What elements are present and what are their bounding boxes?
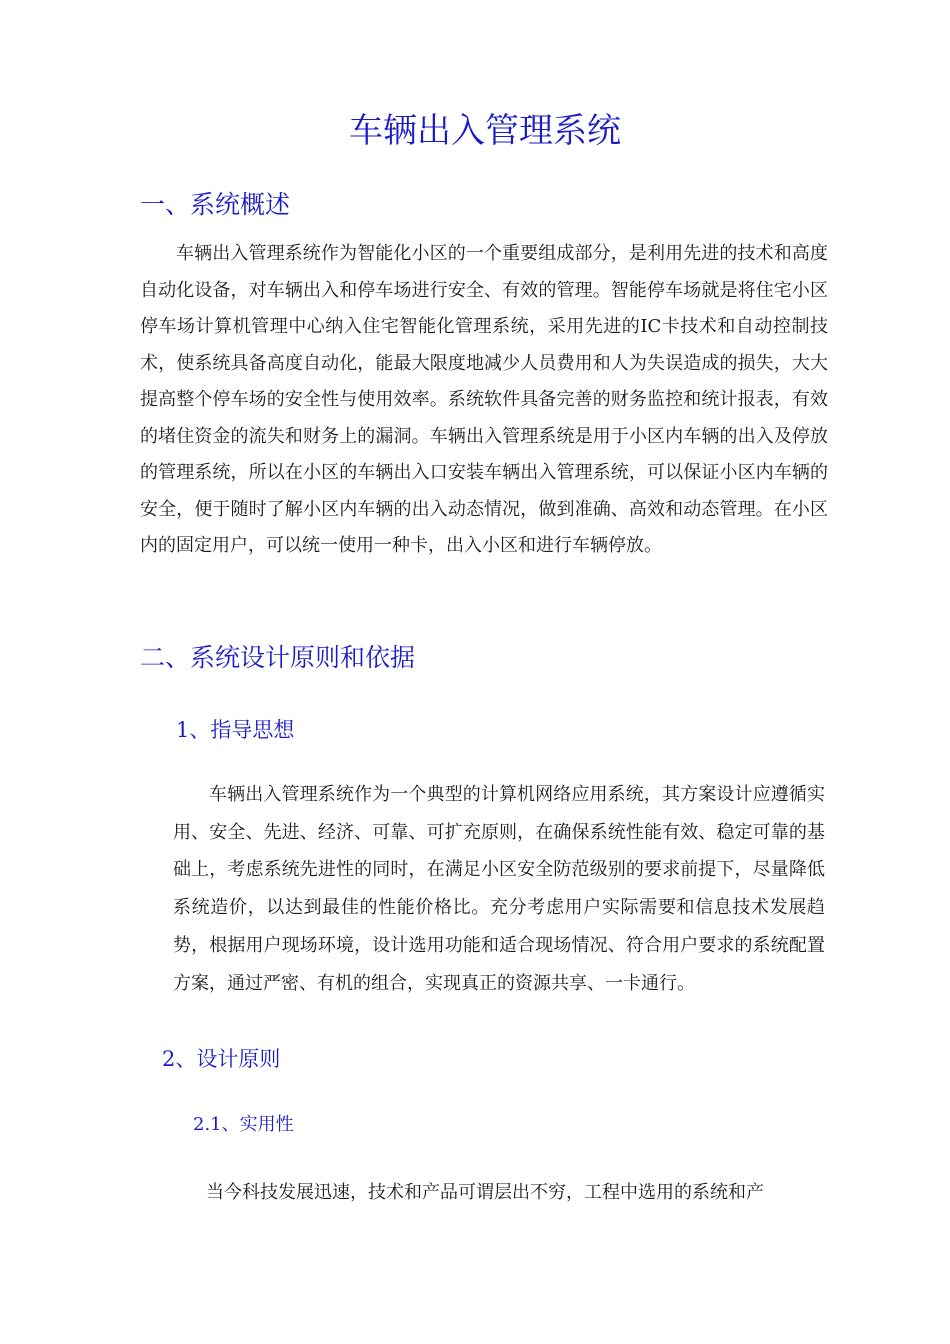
subsection-heading-design-principles: 2、设计原则 <box>162 1047 281 1071</box>
section-heading-design-principles: 二、系统设计原则和依据 <box>140 643 416 672</box>
subsection-heading-guiding-idea: 1、指导思想 <box>176 718 295 742</box>
paragraph-practicality: 当今科技发展迅速，技术和产品可谓层出不穷，工程中选用的系统和产 <box>206 1182 764 1203</box>
paragraph-guiding-idea: 车辆出入管理系统作为一个典型的计算机网络应用系统，其方案设计应遵循实用、安全、先进、经济、可靠、可扩充原则，在确保系统性能有效、稳定可靠的基础上，考虑系统先进性的同时，在满足小区安全防范级别的要求前提下，尽量降低系统造价，以达到最佳的性能价格比。充分考虑用户实际需要和信息技术发展趋势，根据用户现场环境，设计选用功能和适合现场情况、符合用户要求的系统配置方案，通过严密、有机的组合，实现真正的资源共享、一卡通行。 <box>173 784 825 994</box>
document-title: 车辆出入管理系统 <box>349 111 621 151</box>
paragraph-overview: 车辆出入管理系统作为智能化小区的一个重要组成部分，是利用先进的技术和高度自动化设备，对车辆出入和停车场进行安全、有效的管理。智能停车场就是将住宅小区停车场计算机管理中心纳入住宅智能化管理系统，采用先进的IC卡技术和自动控制技术，使系统具备高度自动化，能最大限度地减少人员费用和人为失误造成的损失，大大提高整个停车场的安全性与使用效率。系统软件具备完善的财务监控和统计报表，有效的堵住资金的流失和财务上的漏洞。车辆出入管理系统是用于小区内车辆的出入及停放的管理系统，所以在小区的车辆出入口安装车辆出入管理系统，可以保证小区内车辆的安全，便于随时了解小区内车辆的出入动态情况，做到准确、高效和动态管理。在小区内的固定用户，可以统一使用一种卡，出入小区和进行车辆停放。 <box>140 243 828 556</box>
section-heading-overview: 一、系统概述 <box>140 190 291 219</box>
subsubsection-heading-practicality: 2.1、实用性 <box>193 1114 294 1135</box>
